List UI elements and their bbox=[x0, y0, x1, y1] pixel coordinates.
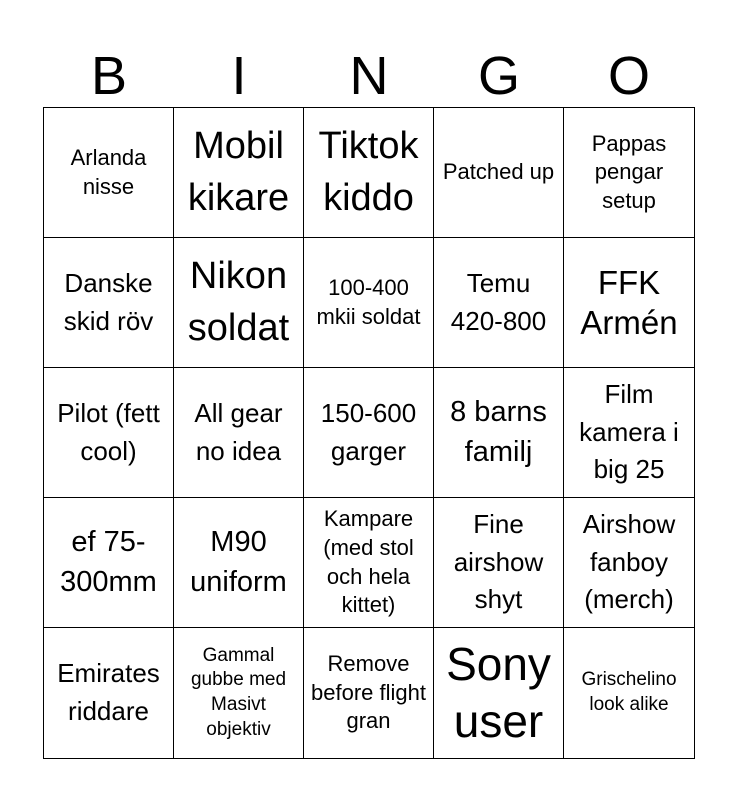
bingo-board bbox=[43, 107, 695, 759]
bingo-cell[interactable]: Kampare (med stol och hela kittet) bbox=[304, 498, 434, 628]
bingo-cell[interactable]: Pappas pengar setup bbox=[564, 108, 694, 238]
bingo-cell[interactable]: Danske skid röv bbox=[44, 238, 174, 368]
bingo-header bbox=[44, 44, 694, 108]
bingo-cell[interactable]: Remove before flight gran bbox=[304, 628, 434, 758]
header-letter-i: I bbox=[231, 46, 247, 106]
bingo-cell[interactable]: Arlanda nisse bbox=[44, 108, 174, 238]
bingo-cell[interactable]: Patched up bbox=[434, 108, 564, 238]
bingo-cell[interactable]: Airshow fanboy (merch) bbox=[564, 498, 694, 628]
bingo-cell[interactable]: Tiktok kiddo bbox=[304, 108, 434, 238]
bingo-cell[interactable]: ef 75-300mm bbox=[44, 498, 174, 628]
bingo-cell[interactable]: Film kamera i big 25 bbox=[564, 368, 694, 498]
header-letter-b: B bbox=[90, 46, 128, 106]
bingo-cell[interactable]: Emirates riddare bbox=[44, 628, 174, 758]
bingo-cell[interactable]: 8 barns familj bbox=[434, 368, 564, 498]
bingo-cell[interactable]: 150-600 garger bbox=[304, 368, 434, 498]
bingo-cell[interactable]: Mobil kikare bbox=[174, 108, 304, 238]
bingo-cell[interactable]: Fine airshow shyt bbox=[434, 498, 564, 628]
bingo-cell[interactable]: FFK Armén bbox=[564, 238, 694, 368]
bingo-cell[interactable]: Gammal gubbe med Masivt objektiv bbox=[174, 628, 304, 758]
bingo-cell[interactable]: M90 uniform bbox=[174, 498, 304, 628]
header-letter-g: G bbox=[477, 46, 520, 106]
bingo-cell[interactable]: 100-400 mkii soldat bbox=[304, 238, 434, 368]
bingo-cell[interactable]: Nikon soldat bbox=[174, 238, 304, 368]
bingo-cell[interactable]: Sony user bbox=[434, 628, 564, 758]
header-letter-o: O bbox=[607, 46, 650, 106]
bingo-cell[interactable]: All gear no idea bbox=[174, 368, 304, 498]
bingo-cell[interactable]: Pilot (fett cool) bbox=[44, 368, 174, 498]
bingo-cell[interactable]: Grischelino look alike bbox=[581, 669, 677, 715]
bingo-cell[interactable]: Temu 420-800 bbox=[434, 238, 564, 368]
header-letter-n: N bbox=[349, 46, 389, 106]
